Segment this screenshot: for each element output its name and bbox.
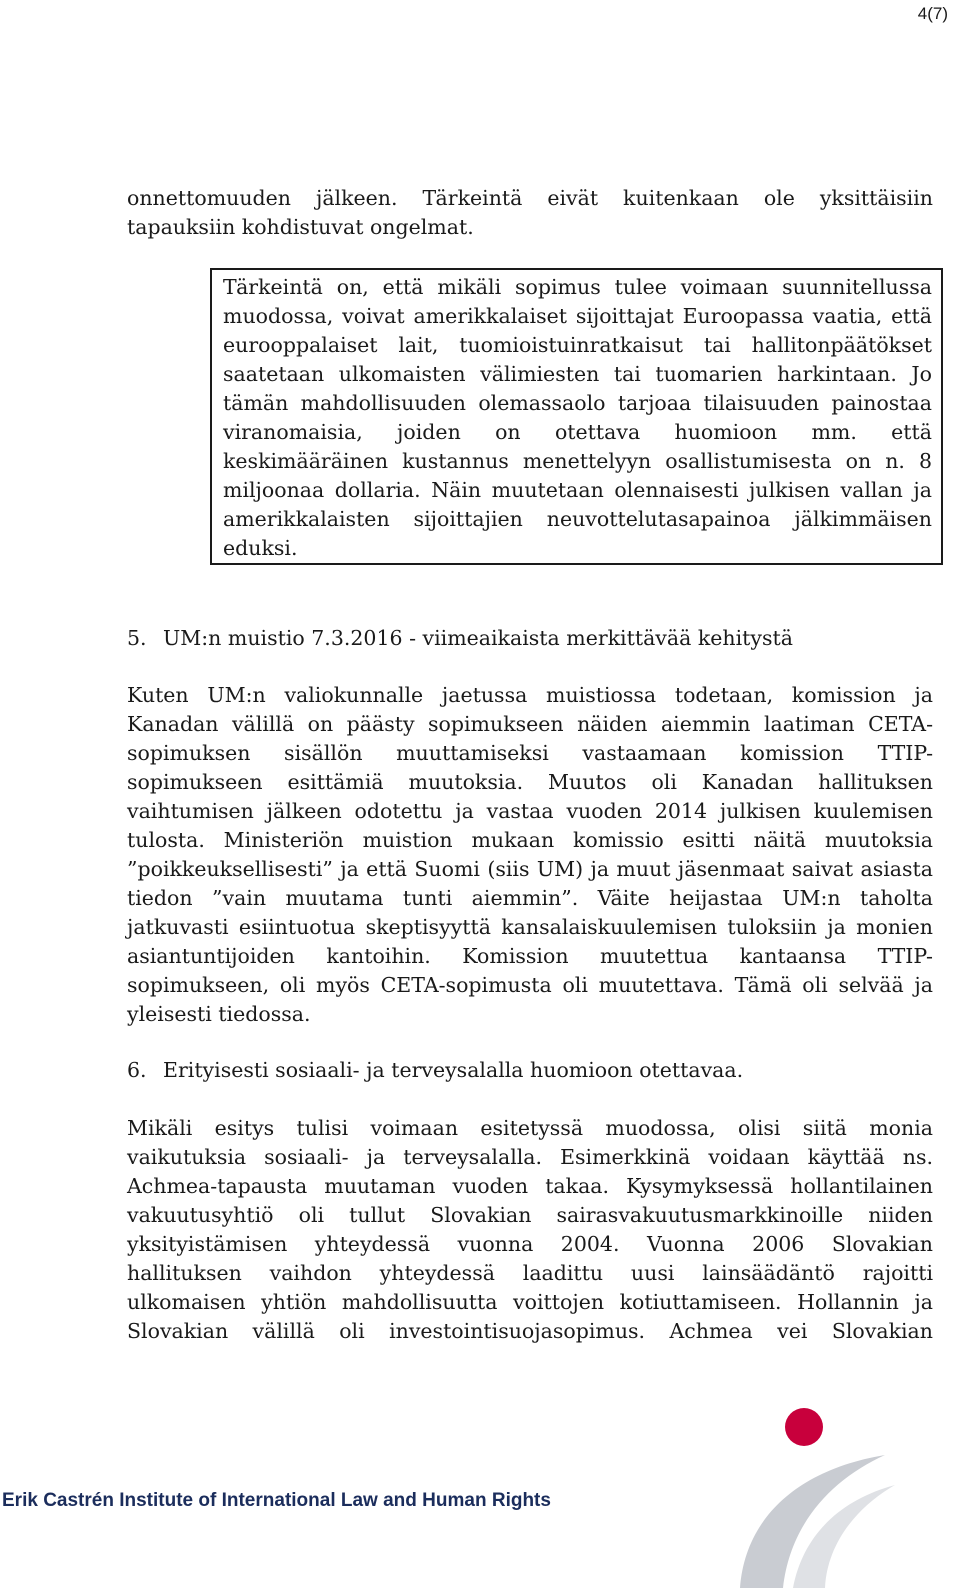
section-title: UM:n muistio 7.3.2016 - viimeaikaista merkittävää kehitystä	[163, 626, 793, 650]
text-line: onnettomuuden jälkeen. Tärkeintä eivät kuitenkaan ole yksittäisiin	[127, 186, 933, 210]
section-5-heading	[127, 624, 793, 653]
text-line: Slovakian välillä oli investointisuojasopimus. Achmea vei Slovakian	[127, 1319, 933, 1343]
text-line: tiedon ”vain muutama tunti aiemmin”. Väite heijastaa UM:n taholta	[127, 886, 933, 910]
section-6-paragraph	[127, 1114, 933, 1346]
section-number: 5.	[127, 626, 147, 650]
text-line: tapauksiin kohdistuvat ongelmat.	[127, 215, 474, 239]
text-line: jatkuvasti esiintuotua skeptisyyttä kansalaiskuulemisen tuloksiin ja monien	[127, 915, 933, 939]
text-line: Mikäli esitys tulisi voimaan esitetyssä muodossa, olisi siitä monia	[127, 1116, 933, 1140]
text-line: sopimukseen esittämiä muutoksia. Muutos oli Kanadan hallituksen	[127, 770, 933, 794]
institute-logo-icon	[735, 1400, 935, 1592]
text-line: miljoonaa dollaria. Näin muutetaan olennaisesti julkisen vallan ja	[223, 478, 932, 502]
text-line: tulosta. Ministeriön muistion mukaan komissio esitti näitä muutoksia	[127, 828, 933, 852]
quote-box-text	[223, 273, 932, 563]
text-line: eurooppalaiset lait, tuomioistuinratkaisut tai hallitonpäätökset	[223, 333, 932, 357]
intro-paragraph	[127, 184, 933, 242]
text-line: tämän mahdollisuuden olemassaolo tarjoaa tilaisuuden painostaa	[223, 391, 932, 415]
section-title: Erityisesti sosiaali- ja terveysalalla huomioon otettavaa.	[163, 1058, 744, 1082]
page-number: 4(7)	[917, 4, 948, 23]
text-line: yleisesti tiedossa.	[127, 1002, 311, 1026]
text-line: amerikkalaisten sijoittajien neuvottelutasapainoa jälkimmäisen	[223, 507, 932, 531]
text-line: hallituksen vaihdon yhteydessä laadittu uusi lainsäädäntö rajoitti	[127, 1261, 933, 1285]
logo-dot	[785, 1408, 823, 1446]
text-line: vaihtumisen jälkeen odotettu ja vastaa vuoden 2014 julkisen kuulemisen	[127, 799, 933, 823]
text-line: yksityistämisen yhteydessä vuonna 2004. Vuonna 2006 Slovakian	[127, 1232, 933, 1256]
text-line: sopimuksen sisällön muuttamiseksi vastaamaan komission TTIP-	[127, 741, 933, 765]
text-line: ”poikkeuksellisesti” ja että Suomi (siis UM) ja muut jäsenmaat saivat asiasta	[127, 857, 933, 881]
text-line: viranomaisia, joiden on otettava huomioon mm. että	[223, 420, 932, 444]
text-line: vakuutusyhtiö oli tullut Slovakian sairasvakuutusmarkkinoille niiden	[127, 1203, 933, 1227]
institute-name: Erik Castrén Institute of International Law and Human Rights	[2, 1490, 551, 1511]
text-line: sopimukseen, oli myös CETA-sopimusta oli muutettava. Tämä oli selvää ja	[127, 973, 933, 997]
text-line: asiantuntijoiden kantoihin. Komission muutettua kantaansa TTIP-	[127, 944, 933, 968]
text-line: muodossa, voivat amerikkalaiset sijoittajat Euroopassa vaatia, että	[223, 304, 932, 328]
text-line: saatetaan ulkomaisten välimiesten tai tuomarien harkintaan. Jo	[223, 362, 932, 386]
text-line: Achmea-tapausta muutaman vuoden takaa. Kysymyksessä hollantilainen	[127, 1174, 933, 1198]
text-line: vaikutuksia sosiaali- ja terveysalalla. Esimerkkinä voidaan käyttää ns.	[127, 1145, 933, 1169]
text-line: keskimääräinen kustannus menettelyyn osallistumisesta on n. 8	[223, 449, 932, 473]
text-line: Tärkeintä on, että mikäli sopimus tulee voimaan suunnitellussa	[223, 275, 932, 299]
text-line: Kuten UM:n valiokunnalle jaetussa muistiossa todetaan, komission ja	[127, 683, 933, 707]
section-5-paragraph	[127, 681, 933, 1029]
section-6-heading	[127, 1056, 743, 1085]
text-line: Kanadan välillä on päästy sopimukseen näiden aiemmin laatiman CETA-	[127, 712, 933, 736]
text-line: eduksi.	[223, 536, 298, 560]
section-number: 6.	[127, 1058, 147, 1082]
text-line: ulkomaisen yhtiön mahdollisuutta voittojen kotiuttamiseen. Hollannin ja	[127, 1290, 933, 1314]
